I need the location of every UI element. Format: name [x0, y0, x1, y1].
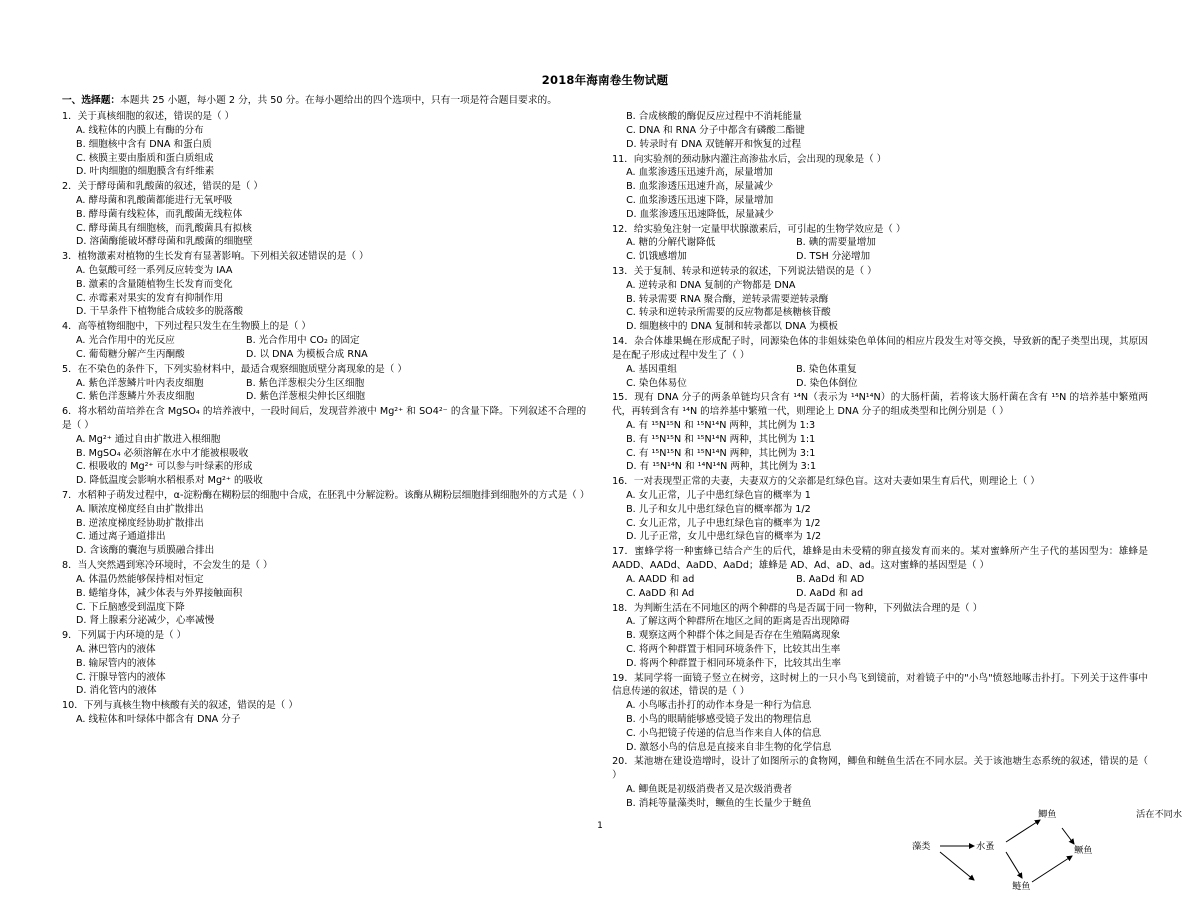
option-b[interactable]: B. 输尿管内的液体	[76, 657, 156, 669]
option-a[interactable]: A. 光合作用中的光反应	[76, 335, 175, 347]
question-5	[62, 363, 586, 404]
question-stem: 5．在不染色的条件下，下列实验材料中，最适合观察细胞质壁分离现象的是（ ）	[62, 363, 407, 375]
option-d[interactable]: D. 紫色洋葱根尖伸长区细胞	[246, 391, 366, 403]
option-d[interactable]: D. 转录时有 DNA 双链解开和恢复的过程	[626, 138, 802, 150]
option-d[interactable]: D. 将两个种群置于相同环境条件下，比较其出生率	[626, 657, 842, 669]
option-a[interactable]: A. 了解这两个种群所在地区之间的距离是否出现障碍	[626, 616, 850, 628]
question-stem: 11．向实验剂的颈动脉内灌注高渗盐水后，会出现的现象是（ ）	[612, 153, 887, 165]
option-c[interactable]: C. 有 ¹⁵N¹⁵N 和 ¹⁵N¹⁴N 两种，其比例为 3:1	[626, 447, 816, 459]
option-b[interactable]: B. 碘的需要量增加	[796, 237, 876, 249]
option-b[interactable]: B. 染色体重复	[796, 363, 857, 375]
option-a[interactable]: A. 酵母菌和乳酸菌都能进行无氧呼吸	[76, 194, 233, 206]
option-a[interactable]: A. 线粒体的内膜上有酶的分布	[76, 124, 204, 136]
node-algae: 藻类	[912, 840, 931, 852]
option-a[interactable]: A. 线粒体和叶绿体中都含有 DNA 分子	[76, 714, 241, 725]
option-a[interactable]: A. 鲫鱼既是初级消费者又是次级消费者	[626, 784, 793, 796]
option-row	[62, 348, 586, 362]
question-17	[612, 545, 1148, 600]
option-a[interactable]: A. 紫色洋葱鳞片叶内表皮细胞	[76, 377, 204, 389]
option-d[interactable]: D. 含该酶的囊泡与质膜融合排出	[76, 545, 215, 557]
option-b[interactable]: B. 蜷缩身体，减少体表与外界接触面积	[76, 587, 243, 599]
option-b[interactable]: B. MgSO₄ 必须溶解在水中才能被根吸收	[76, 447, 249, 459]
left-column	[62, 110, 590, 728]
question-stem: 14．杂合体雄果蝇在形成配子时，同源染色体的非姐妹染色单体间的相应片段发生对等交换，导致新的配子类型出现，其原因是在配子形成过程中发生了（ ）	[612, 336, 1148, 361]
option-c[interactable]: C. 染色体易位	[626, 377, 687, 389]
question-9	[62, 629, 586, 698]
question-14	[612, 335, 1148, 390]
node-mandarin-fish: 鳜鱼	[1074, 844, 1093, 856]
option-c[interactable]: C. 紫色洋葱鳞片外表皮细胞	[76, 391, 195, 403]
option-row	[612, 573, 1148, 587]
option-d[interactable]: D. 血浆渗透压迅速降低，尿量减少	[626, 208, 774, 220]
option-c[interactable]: C. 女儿正常，儿子中患红绿色盲的概率为 1/2	[626, 517, 821, 529]
option-c[interactable]: C. 汗腺导管内的液体	[76, 671, 166, 683]
option-row	[612, 363, 1148, 377]
question-20	[612, 755, 1148, 810]
question-4	[62, 320, 586, 361]
option-a[interactable]: A. 小鸟啄击扑打的动作本身是一种行为信息	[626, 700, 812, 712]
option-b[interactable]: B. 合成核酸的酶促反应过程中不消耗能量	[626, 111, 802, 123]
option-a[interactable]: A. 女儿正常，儿子中患红绿色盲的概率为 1	[626, 490, 811, 501]
option-b[interactable]: B. 逆浓度梯度经协助扩散排出	[76, 517, 204, 529]
option-c[interactable]: C. 酵母菌具有细胞核，而乳酸菌具有拟核	[76, 222, 252, 234]
option-d[interactable]: D. 降低温度会影响水稻根系对 Mg²⁺ 的吸收	[76, 475, 263, 487]
option-b[interactable]: B. 转录需要 RNA 聚合酶，逆转录需要逆转录酶	[626, 293, 829, 305]
question-stem: 15．现有 DNA 分子的两条单链均只含有 ¹⁴N（表示为 ¹⁴N¹⁴N）的大肠杆菌，若将该大肠杆菌在含有 ¹⁵N 的培养基中繁殖两代，再转到含有 ¹⁴N 的培养基中繁殖一代，则理论上 DNA 分子的组成类型和比例分别是（ ）	[612, 392, 1148, 418]
question-11	[612, 153, 1148, 222]
question-10	[62, 699, 586, 727]
option-a[interactable]: A. 淋巴管内的液体	[76, 643, 156, 655]
option-b[interactable]: B. 儿子和女儿中患红绿色盲的概率都为 1/2	[626, 503, 811, 515]
option-d[interactable]: D. AaDd 和 ad	[796, 587, 864, 599]
section-label: 一、选择题：	[62, 95, 121, 106]
option-row	[612, 250, 1148, 264]
option-b[interactable]: B. 消耗等量藻类时，鳜鱼的生长量少于鲢鱼	[626, 797, 812, 809]
option-d[interactable]: D. 细胞核中的 DNA 复制和转录都以 DNA 为模板	[626, 321, 838, 333]
option-d[interactable]: D. TSH 分泌增加	[796, 251, 871, 263]
option-c[interactable]: C. 葡萄糖分解产生丙酮酸	[76, 348, 185, 360]
option-row	[612, 377, 1148, 391]
question-stem: 18．为判断生活在不同地区的两个种群的鸟是否属于同一物种，下列做法合理的是（ ）	[612, 602, 983, 614]
option-row	[62, 334, 586, 348]
option-d[interactable]: D. 儿子正常，女儿中患红绿色盲的概率为 1/2	[626, 531, 822, 543]
question-2	[62, 180, 586, 249]
option-d[interactable]: D. 染色体倒位	[796, 377, 858, 389]
option-c[interactable]: C. 核膜主要由脂质和蛋白质组成	[76, 152, 214, 164]
question-stem: 2．关于酵母菌和乳酸菌的叙述，错误的是（ ）	[62, 181, 264, 193]
two-column-body	[62, 110, 1183, 904]
option-b[interactable]: B. 紫色洋葱根尖分生区细胞	[246, 377, 365, 389]
question-stem: 9．下列属于内环境的是（ ）	[62, 630, 187, 642]
option-c[interactable]: C. 转录和逆转录所需要的反应物都是核糖核苷酸	[626, 307, 831, 319]
section-text: 本题共 25 小题，每小题 2 分，共 50 分。在每小题给出的四个选项中，只有一项是符合题目要求的。	[120, 95, 557, 106]
option-a[interactable]: A. 体温仍然能够保持相对恒定	[76, 573, 204, 585]
question-1	[62, 110, 586, 179]
question-stem: 12．给实验兔注射一定量甲状腺激素后，可引起的生物学效应是（ ）	[612, 223, 906, 235]
option-a[interactable]: A. Mg²⁺ 通过自由扩散进入根细胞	[76, 433, 221, 445]
question-stem: 20．某池塘在建设造增时，设计了如图所示的食物网，鲫鱼和鲢鱼生活在不同水层。关于该池塘生态系统的叙述，错误的是（ ）	[612, 756, 1148, 782]
option-a[interactable]: A. 色氨酸可经一系列反应转变为 IAA	[76, 265, 233, 276]
option-row	[612, 587, 1148, 601]
option-b[interactable]: B. 激素的含量随植物生长发育而变化	[76, 278, 233, 290]
question-stem: 7．水稻种子萌发过程中，α-淀粉酶在糊粉层的细胞中合成，在胚乳中分解淀粉。该酶从糊粉层细胞排到细胞外的方式是（ ）	[62, 490, 590, 501]
option-b[interactable]: B. 细胞核中含有 DNA 和蛋白质	[76, 138, 212, 150]
option-c[interactable]: C. 饥饿感增加	[626, 251, 687, 263]
option-b[interactable]: B. 有 ¹⁵N¹⁵N 和 ¹⁵N¹⁴N 两种，其比例为 1:1	[626, 433, 816, 445]
section-intro	[62, 94, 1148, 108]
option-b[interactable]: B. 血浆渗透压迅速升高，尿量减少	[626, 181, 774, 193]
question-8	[62, 559, 586, 628]
question-stem: 16．一对表现型正常的夫妻，夫妻双方的父亲都是红绿色盲。这对夫妻如果生育后代，则理论上（ ）	[612, 476, 1040, 488]
option-c[interactable]: C. 血浆渗透压迅速下降，尿量增加	[626, 194, 774, 206]
option-d[interactable]: D. 消化管内的液体	[76, 685, 157, 697]
right-column	[612, 110, 1183, 904]
option-c[interactable]: C. DNA 和 RNA 分子中都含有磷酸二酯键	[626, 124, 805, 136]
option-a[interactable]: A. 糖的分解代谢降低	[626, 237, 716, 249]
title-row	[62, 72, 1148, 88]
question-stem: 4．高等植物细胞中，下列过程只发生在生物膜上的是（ ）	[62, 321, 311, 333]
option-a[interactable]: A. AADD 和 ad	[626, 573, 695, 585]
question-stem: 1．关于真核细胞的叙述，错误的是（ ）	[62, 111, 235, 123]
option-d[interactable]: D. 以 DNA 为模板合成 RNA	[246, 348, 368, 360]
option-d[interactable]: D. 激怒小鸟的信息是直接来自非生物的化学信息	[626, 741, 832, 753]
option-d[interactable]: D. 叶肉细胞的细胞膜含有纤维素	[76, 166, 215, 178]
option-d[interactable]: D. 溶菌酶能破坏酵母菌和乳酸菌的细胞壁	[76, 236, 253, 248]
question-6	[62, 405, 586, 488]
node-crucian-carp: 鲫鱼	[1038, 808, 1057, 820]
option-c[interactable]: C. 通过离子通道排出	[76, 531, 166, 543]
diagram-note: 活在不同水	[1136, 808, 1183, 820]
question-10-continued	[612, 110, 1148, 151]
question-stem: 17．蜜蜂学将一种蜜蜂已结合产生的后代，雄蜂是由未受精的卵直接发育而来的。某对蜜蜂所产生子代的基因型为：雄蜂是 AADD、AADd、AaDD、AaDd；雄蜂是 AD、Ad、aD、ad。这对蜜蜂的基因型是（ ）	[612, 546, 1148, 572]
question-stem: 6．将水稻幼苗培养在含 MgSO₄ 的培养液中，一段时间后，发现营养液中 Mg²⁺ 和 SO4²⁻ 的含量下降。下列叙述不合理的是（ ）	[62, 406, 587, 431]
option-c[interactable]: C. 小鸟把镜子传递的信息当作来自人体的信息	[626, 727, 822, 739]
question-stem: 10．下列与真核生物中核酸有关的叙述，错误的是（ ）	[62, 700, 298, 712]
question-19	[612, 672, 1148, 755]
node-daphnia: 水蚤	[976, 840, 995, 852]
node-silver-carp: 鲢鱼	[1012, 880, 1031, 892]
question-16	[612, 475, 1148, 544]
question-stem: 3．植物激素对植物的生长发育有显著影响。下列相关叙述错误的是（ ）	[62, 251, 369, 263]
question-3	[62, 250, 586, 319]
option-a[interactable]: A. 顺浓度梯度经自由扩散排出	[76, 503, 204, 515]
option-c[interactable]: C. 根吸收的 Mg²⁺ 可以参与叶绿素的形成	[76, 461, 253, 473]
question-18	[612, 602, 1148, 671]
option-c[interactable]: C. 下丘脑感受到温度下降	[76, 601, 185, 613]
question-13	[612, 265, 1148, 334]
page-title: 2018年海南卷生物试题	[541, 73, 669, 87]
option-d[interactable]: D. 有 ¹⁵N¹⁴N 和 ¹⁴N¹⁴N 两种，其比例为 3:1	[626, 461, 817, 473]
option-b[interactable]: B. 酵母菌有线粒体，而乳酸菌无线粒体	[76, 208, 243, 220]
option-row	[612, 236, 1148, 250]
option-b[interactable]: B. 小鸟的眼睛能够感受镜子发出的物理信息	[626, 714, 812, 725]
page-number: 1	[597, 821, 603, 831]
option-b[interactable]: B. 光合作用中 CO₂ 的固定	[246, 335, 360, 347]
option-c[interactable]: C. AaDD 和 Ad	[626, 587, 695, 599]
question-7	[62, 489, 590, 558]
question-stem: 19．某同学将一面镜子竖立在树旁，这时树上的一只小鸟飞到镜前，对着镜子中的"小鸟"愤怒地啄击扑打。下列关于这件事中信息传递的叙述，错误的是（ ）	[612, 672, 1148, 698]
question-12	[612, 223, 1148, 264]
option-d[interactable]: D. 干旱条件下植物能合成较多的脱落酸	[76, 306, 243, 318]
option-d[interactable]: D. 肾上腺素分泌减少，心率减慢	[76, 615, 215, 627]
option-a[interactable]: A. 基因重组	[626, 363, 677, 375]
option-b[interactable]: B. AaDd 和 AD	[796, 573, 865, 585]
question-stem: 8．当人突然遇到寒冷环境时，不会发生的是（ ）	[62, 560, 273, 572]
option-b[interactable]: B. 观察这两个种群个体之间是否存在生殖隔离现象	[626, 630, 841, 642]
option-row	[62, 390, 586, 404]
question-15	[612, 391, 1148, 474]
option-a[interactable]: A. 逆转录和 DNA 复制的产物都是 DNA	[626, 279, 796, 291]
option-a[interactable]: A. 血浆渗透压迅速升高，尿量增加	[626, 167, 773, 179]
option-c[interactable]: C. 赤霉素对果实的发育有抑制作用	[76, 292, 224, 304]
question-stem: 13．关于复制、转录和逆转录的叙述，下列说法错误的是（ ）	[612, 266, 877, 277]
option-row	[62, 377, 586, 391]
option-c[interactable]: C. 将两个种群置于相同环境条件下，比较其出生率	[626, 643, 841, 655]
option-a[interactable]: A. 有 ¹⁵N¹⁵N 和 ¹⁵N¹⁴N 两种，其比例为 1:3	[626, 419, 816, 431]
